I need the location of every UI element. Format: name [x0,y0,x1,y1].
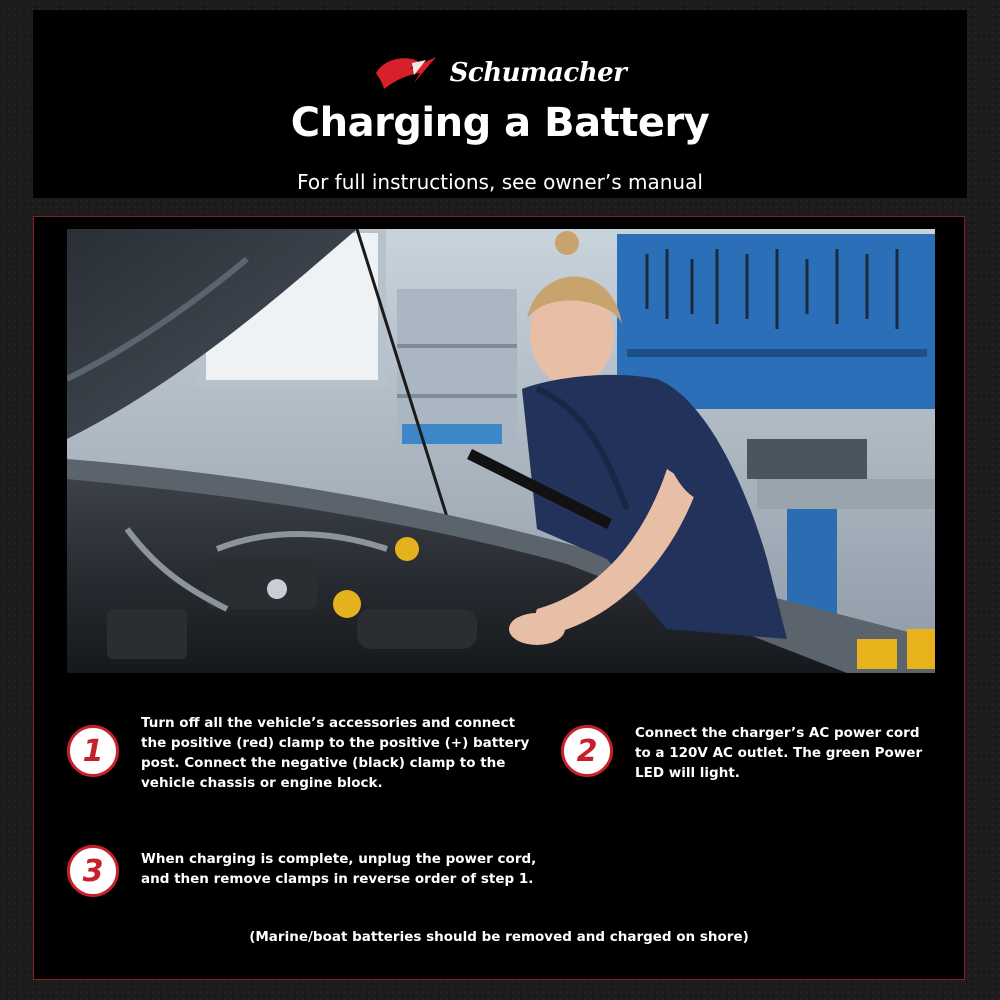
step-text: Turn off all the vehicle’s accessories and connect the positive (red) clamp to the positive (+) battery post. Connect the negative (black) clamp to the vehicle chassis or engine block. [141,715,530,791]
header-banner [33,10,967,198]
page-subtitle: For full instructions, see owner’s manual [297,170,703,194]
step-3 [67,845,547,897]
lightning-bolt-icon [374,51,444,95]
step-number-badge: 3 [67,845,119,897]
step-text: When charging is complete, unplug the power cord, and then remove clamps in reverse order of step 1. [141,851,537,887]
marine-battery-note: (Marine/boat batteries should be removed and charged on shore) [249,929,749,945]
step-1 [67,715,547,793]
step-number-badge: 2 [561,725,613,777]
page-title: Charging a Battery [290,100,710,146]
mechanic-photo [67,229,935,673]
brand-logo [33,48,967,98]
instructions-panel [33,216,965,980]
step-2 [561,725,941,783]
step-text: Connect the charger’s AC power cord to a 120V AC outlet. The green Power LED will light. [635,725,923,781]
step-number-badge: 1 [67,725,119,777]
brand-name: Schumacher [449,58,627,88]
